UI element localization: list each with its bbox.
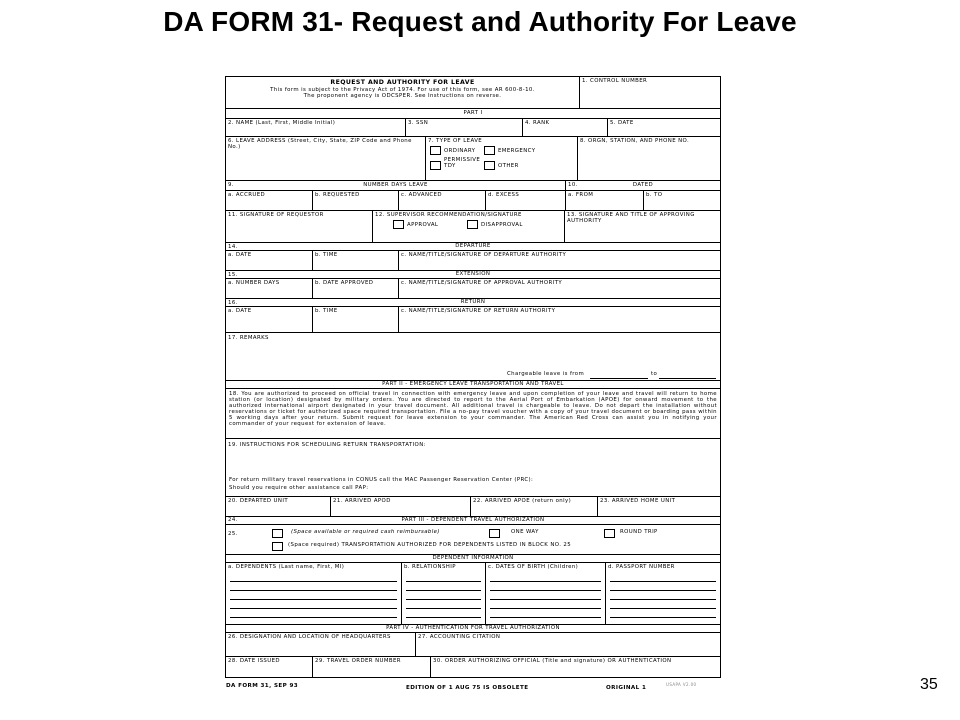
name-field[interactable]: 2. NAME (Last, First, Middle Initial) — [226, 119, 406, 136]
original-copy-label: ORIGINAL 1 — [606, 685, 647, 691]
passport-header: d. PASSPORT NUMBER — [608, 564, 675, 570]
space-available-checkbox[interactable] — [272, 529, 283, 538]
excess-field[interactable]: d. EXCESS — [486, 191, 566, 210]
row-arrivals — [226, 497, 720, 517]
other-label: OTHER — [498, 163, 519, 170]
birthdate-header: c. DATES OF BIRTH (Children) — [488, 564, 579, 570]
other-checkbox[interactable] — [484, 161, 495, 170]
requested-field[interactable]: b. REQUESTED — [313, 191, 399, 210]
passport-line-4[interactable] — [610, 608, 716, 609]
form-id: DA FORM 31, SEP 93 — [226, 683, 299, 689]
birthdate-line-3[interactable] — [490, 599, 601, 600]
relationship-column — [402, 563, 486, 624]
return-bar — [226, 299, 720, 307]
return-transport-label: 19. INSTRUCTIONS FOR SCHEDULING RETURN TRANSPORTATION: — [228, 442, 426, 448]
travel-order-number-field[interactable]: 29. TRAVEL ORDER NUMBER — [313, 657, 431, 677]
dependent-info-heading: DEPENDENT INFORMATION — [432, 555, 514, 561]
departure-bar — [226, 243, 720, 251]
rank-field[interactable]: 4. RANK — [523, 119, 608, 136]
departure-num: 14. — [228, 244, 238, 250]
chargeable-to-label: to — [651, 371, 658, 377]
birthdate-line-1[interactable] — [490, 581, 601, 582]
accounting-citation-field[interactable]: 27. ACCOUNTING CITATION — [418, 634, 501, 640]
return-time-field[interactable]: b. TIME — [313, 307, 399, 332]
emergency-label: EMERGENCY — [498, 148, 536, 155]
row-return — [226, 307, 720, 333]
part-3-bar — [226, 517, 720, 525]
order-authorizing-official-field[interactable]: 30. ORDER AUTHORIZING OFFICIAL (Title and signature) OR AUTHENTICATION — [433, 658, 672, 664]
return-heading: RETURN — [460, 299, 486, 305]
dependents-line-3[interactable] — [230, 599, 397, 600]
disapproval-checkbox[interactable] — [467, 220, 478, 229]
passport-line-1[interactable] — [610, 581, 716, 582]
dependent-travel-num: 25. — [228, 531, 238, 537]
dependent-table — [226, 563, 720, 625]
date-field[interactable]: 5. DATE — [610, 120, 634, 126]
birthdate-line-4[interactable] — [490, 608, 601, 609]
birthdate-line-2[interactable] — [490, 590, 601, 591]
arrived-apoe-field[interactable]: 22. ARRIVED APOE (return only) — [471, 497, 598, 516]
type-of-leave-label: 7. TYPE OF LEAVE — [428, 138, 483, 144]
permissive-tdy-label: PERMISSIVE TDY — [444, 157, 481, 170]
space-available-label: (Space available or required cash reimbursable) — [291, 529, 440, 535]
part-1-bar — [226, 109, 720, 119]
advanced-field[interactable]: c. ADVANCED — [399, 191, 486, 210]
dependents-line-4[interactable] — [230, 608, 397, 609]
type-of-leave-block — [426, 137, 578, 180]
days-leave-num: 9. — [228, 182, 234, 188]
row-days-heading — [226, 181, 720, 191]
control-number-field[interactable]: 1. CONTROL NUMBER — [582, 78, 648, 84]
arrived-home-unit-field[interactable]: 23. ARRIVED HOME UNIT — [600, 498, 676, 504]
part-4-bar — [226, 625, 720, 633]
passport-column — [606, 563, 720, 624]
privacy-notice: This form is subject to the Privacy Act of 1974. For use of this form, see AR 600-8-10. — [270, 86, 535, 93]
part-1-label: PART I — [463, 110, 483, 116]
form-header — [226, 77, 720, 109]
form-title-block — [226, 77, 580, 108]
round-trip-checkbox[interactable] — [604, 529, 615, 538]
extension-days-field[interactable]: a. NUMBER DAYS — [226, 279, 313, 298]
accrued-field[interactable]: a. ACCRUED — [226, 191, 313, 210]
emergency-travel-instructions: 18. You are authorized to proceed on official travel in connection with emergency leave and upon completion of your leave and travel will return to home station (or location) designated by military orders. You are directed to report to the Aerial Port of Embarkation (APOE) for onward movement to the authorized international airport designated in your travel document. All additional travel is chargeable to leave. Do not depart the installation without reservations or ticket for authorized space required transportation. File a no-pay travel voucher with a copy of your travel document or boarding pass within 5 working days after your return. Submit request for leave extension to your commander. The American Red Cross can assist you in notifying your commander of your request for extension of leave. — [226, 389, 720, 439]
return-date-field[interactable]: a. DATE — [226, 307, 313, 332]
remarks-label: 17. REMARKS — [228, 335, 269, 341]
return-num: 16. — [228, 300, 238, 306]
departure-heading: DEPARTURE — [455, 243, 491, 249]
relationship-line-2[interactable] — [406, 590, 481, 591]
extension-bar — [226, 271, 720, 279]
relationship-line-1[interactable] — [406, 581, 481, 582]
part-2-heading: PART II - EMERGENCY LEAVE TRANSPORTATION AND TRAVEL — [382, 381, 564, 387]
space-required-checkbox[interactable] — [272, 542, 283, 551]
ordinary-checkbox[interactable] — [430, 146, 441, 155]
proponent-agency: The proponent agency is ODCSPER. See Instructions on reverse. — [303, 92, 502, 99]
passport-line-5[interactable] — [610, 617, 716, 618]
return-authority-field[interactable]: c. NAME/TITLE/SIGNATURE OF RETURN AUTHORITY — [401, 308, 556, 314]
relationship-line-4[interactable] — [406, 608, 481, 609]
row-authentication — [226, 657, 720, 677]
dated-heading — [566, 181, 720, 190]
da-form-31 — [225, 76, 721, 691]
days-leave-title: NUMBER DAYS LEAVE — [363, 182, 428, 188]
approving-authority-field[interactable]: 13. SIGNATURE AND TITLE OF APPROVING AUTHORITY — [567, 212, 695, 225]
page-number: 35 — [920, 676, 938, 693]
chargeable-to-line[interactable] — [659, 378, 716, 379]
dependents-column — [226, 563, 402, 624]
birthdate-line-5[interactable] — [490, 617, 601, 618]
emergency-checkbox[interactable] — [484, 146, 495, 155]
row-identity — [226, 119, 720, 137]
dependents-line-5[interactable] — [230, 617, 397, 618]
form-title: REQUEST AND AUTHORITY FOR LEAVE — [330, 79, 475, 86]
return-transport-instructions — [226, 439, 720, 497]
departure-date-field[interactable]: a. DATE — [226, 251, 313, 270]
dependent-travel-block — [226, 525, 720, 555]
permissive-tdy-checkbox[interactable] — [430, 161, 441, 170]
passport-line-2[interactable] — [610, 590, 716, 591]
extension-date-approved-field[interactable]: b. DATE APPROVED — [313, 279, 399, 298]
headquarters-field[interactable]: 26. DESIGNATION AND LOCATION OF HEADQUARTERS — [226, 633, 416, 656]
extension-authority-field[interactable]: c. NAME/TITLE/SIGNATURE OF APPROVAL AUTHORITY — [401, 280, 563, 286]
part-3-heading: PART III - DEPENDENT TRAVEL AUTHORIZATION — [401, 517, 545, 523]
relationship-line-5[interactable] — [406, 617, 481, 618]
mac-prc-text: For return military travel reservations in CONUS call the MAC Passenger Reservation Center (PRC): — [229, 477, 534, 483]
departed-unit-field[interactable]: 20. DEPARTED UNIT — [226, 497, 331, 516]
organization-field[interactable]: 8. ORGN, STATION, AND PHONE NO. — [580, 138, 690, 144]
dependent-info-bar — [226, 555, 720, 563]
dependents-line-2[interactable] — [230, 590, 397, 591]
passport-line-3[interactable] — [610, 599, 716, 600]
to-date-field[interactable]: b. TO — [646, 192, 663, 198]
row-headquarters — [226, 633, 720, 657]
chargeable-from-line[interactable] — [590, 378, 648, 379]
birthdate-column — [486, 563, 606, 624]
departure-time-field[interactable]: b. TIME — [313, 251, 399, 270]
row-signatures — [226, 211, 720, 243]
usapa-version: USAPA V2.00 — [666, 682, 697, 687]
pap-text: Should you require other assistance call PAP: — [229, 485, 369, 491]
chargeable-leave-label: Chargeable leave is from — [507, 371, 585, 377]
days-leave-heading — [226, 181, 566, 190]
date-issued-field[interactable]: 28. DATE ISSUED — [226, 657, 313, 677]
dependents-header: a. DEPENDENTS (Last name, First, MI) — [228, 564, 345, 570]
approval-label: APPROVAL — [407, 222, 439, 229]
disapproval-label: DISAPPROVAL — [481, 222, 523, 229]
part-3-num: 24. — [228, 517, 238, 523]
supervisor-block — [373, 211, 565, 242]
departure-authority-field[interactable]: c. NAME/TITLE/SIGNATURE OF DEPARTURE AUTHORITY — [401, 252, 567, 258]
supervisor-label: 12. SUPERVISOR RECOMMENDATION/SIGNATURE — [375, 212, 522, 218]
round-trip-label: ROUND TRIP — [620, 529, 658, 535]
space-required-label: (Space required) TRANSPORTATION AUTHORIZED FOR DEPENDENTS LISTED IN BLOCK NO. 25 — [288, 542, 572, 548]
dated-title: DATED — [632, 182, 654, 188]
row-address — [226, 137, 720, 181]
remarks-block — [226, 333, 720, 381]
leave-address-field[interactable]: 6. LEAVE ADDRESS (Street, City, State, ZIP Code and Phone No.) — [226, 137, 426, 180]
edition-note: EDITION OF 1 AUG 75 IS OBSOLETE — [406, 685, 529, 691]
arrived-apod-field[interactable]: 21. ARRIVED APOD — [331, 497, 471, 516]
row-departure — [226, 251, 720, 271]
one-way-checkbox[interactable] — [489, 529, 500, 538]
requestor-signature-field[interactable]: 11. SIGNATURE OF REQUESTOR — [226, 211, 373, 242]
relationship-line-3[interactable] — [406, 599, 481, 600]
extension-heading: EXTENSION — [455, 271, 491, 277]
dated-num: 10. — [568, 182, 578, 188]
part-2-bar — [226, 381, 720, 389]
one-way-label: ONE WAY — [511, 529, 539, 535]
row-extension — [226, 279, 720, 299]
ordinary-label: ORDINARY — [444, 148, 476, 155]
dependents-line-1[interactable] — [230, 581, 397, 582]
approval-checkbox[interactable] — [393, 220, 404, 229]
row-days-fields — [226, 191, 720, 211]
slide-title: DA FORM 31- Request and Authority For Leave — [163, 6, 797, 37]
from-date-field[interactable]: a. FROM — [566, 191, 644, 210]
relationship-header: b. RELATIONSHIP — [404, 564, 456, 570]
ssn-field[interactable]: 3. SSN — [406, 119, 523, 136]
part-4-heading: PART IV - AUTHENTICATION FOR TRAVEL AUTHORIZATION — [386, 625, 560, 631]
extension-num: 15. — [228, 272, 238, 278]
